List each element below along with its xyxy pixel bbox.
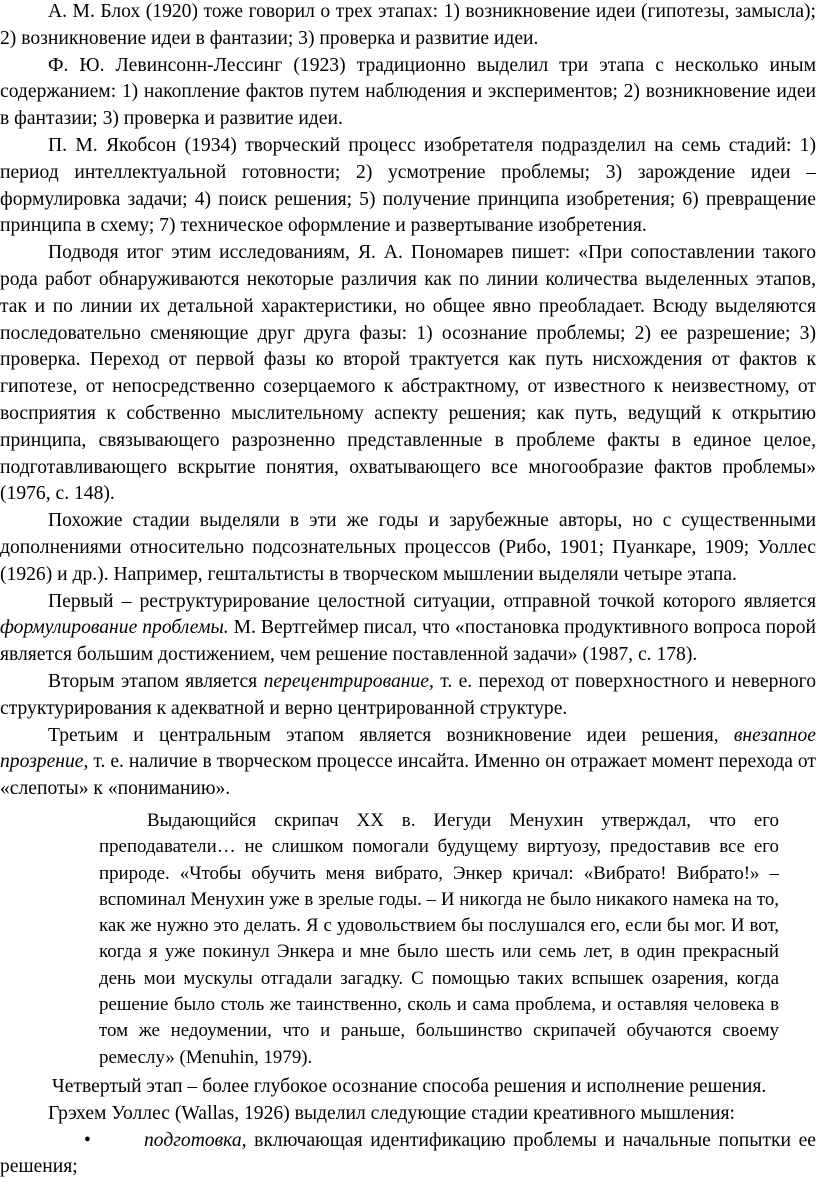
second-stage-text-b: т. е. переход от поверхностного и неверного структурирования к адекватной и верно центрированной структуре. xyxy=(0,670,816,719)
menuhin-quote-block xyxy=(99,808,779,1071)
third-stage-term: внезапное прозрение, xyxy=(0,724,816,773)
first-stage-text-b: М. Вертгеймер писал, что «постановка продуктивного вопроса порой является большим достижением, чем решение поставленной задачи» (1987, с. 178). xyxy=(0,617,816,666)
preparation-term: подготовка, xyxy=(144,1129,247,1151)
paragraph-ponomarev: Подводя итог этим исследованиям, Я. А. Пономарев пишет: «При сопоставлении такого рода работ обнаруживаются некоторые различия как по линии количества выделенных этапов, так и по линии их детальной характеристики, но общее явно преобладает. Всюду выделяются последовательно сменяющие друг друга фазы: 1) осознание проблемы; 2) ее разрешение; 3) проверка. Переход от первой фазы ко второй трактуется как путь нисхождения от фактов к гипотезе, от непосредственно созерцаемого к абстрактному, от известного к неизвестному, от восприятия к собственно мыслительному аспекту решения; как путь, ведущий к открытию принципа, связывающего разрозненно представленные в проблеме факты в единое целое, подготавливающего вскрытие понятия, охватывающего все многообразие фактов проблемы» (1976, с. 148). xyxy=(0,242,816,505)
paragraph-second-stage xyxy=(0,669,816,723)
third-stage-text-a: Третьим и центральным этапом является возникновение идеи решения, xyxy=(48,724,734,746)
paragraph-third-stage xyxy=(0,723,816,803)
list-item-preparation xyxy=(0,1128,816,1182)
quote-text: Выдающийся скрипач XX в. Иегуди Менухин утверждал, что его преподаватели… не слишком помогали будущему виртуозу, предоставив все его природе. «Чтобы обучить меня вибрато, Энкер кричал: «Вибрато! Вибрато!» – вспоминал Менухин уже в зрелые годы. – И никогда не было никакого намека на то, как же нужно это делать. Я с удовольствием бы послушался его, если бы мог. И вот, когда я уже покинул Энкера и мне было шесть или семь лет, в один прекрасный день мои мускулы отгадали загадку. С помощью таких вспышек озарения, когда решение было столь же таинственно, сколь и сама проблема, и оставляя человека в том же недоумении, что и раньше, большинство скрипачей обучаются своему ремеслу» (Menuhin, 1979). xyxy=(99,810,779,1068)
paragraph-levinson-lessing: Ф. Ю. Левинсонн-Лессинг (1923) традиционно выделил три этапа с несколько иным содержанием: 1) накопление фактов путем наблюдения и экспериментов; 2) возникновение идеи в фантазии; 3) проверка и развитие идеи. xyxy=(0,54,816,130)
paragraph-first-stage xyxy=(0,589,816,669)
paragraph-yakobson: П. М. Якобсон (1934) творческий процесс изобретателя подразделил на семь стадий: 1) период интеллектуальной готовности; 2) усмотрение проблемы; 3) зарождение идеи – формулировка задачи; 4) поиск решения; 5) получение принципа изобретения; 6) превращение принципа в схему; 7) техническое оформление и развертывание изобретения. xyxy=(0,134,816,237)
paragraph-foreign-authors: Похожие стадии выделяли в эти же годы и зарубежные авторы, но с существенными дополнениями относительно подсознательных процессов (Рибо, 1901; Пуанкаре, 1909; Уоллес (1926) и др.). Например, гештальтисты в творческом мышлении выделяли четыре этапа. xyxy=(0,510,816,585)
first-stage-text-a: Первый – реструктурирование целостной ситуации, отправной точкой которого является xyxy=(48,590,816,612)
after-quote-text xyxy=(0,1074,816,1181)
second-stage-term: перецентрирование, xyxy=(263,670,434,692)
paragraph-wallas: Грэхем Уоллес (Wallas, 1926) выделил следующие стадии креативного мышления: xyxy=(48,1102,735,1124)
third-stage-text-b: т. е. наличие в творческом процессе инсайта. Именно он отражает момент перехода от «слепоты» к «пониманию». xyxy=(0,751,816,800)
paragraph-blokh: А. М. Блох (1920) тоже говорил о трех этапах: 1) возникновение идеи (гипотезы, замысла); 2) возникновение идеи в фантазии; 3) проверка и развитие идеи. xyxy=(0,1,816,49)
second-stage-text-a: Вторым этапом является xyxy=(48,670,264,692)
paragraph-fourth-stage: Четвертый этап – более глубокое осознание способа решения и исполнение решения. xyxy=(52,1076,767,1097)
first-stage-term: формулирование проблемы. xyxy=(0,617,229,639)
preparation-text: включающая идентификацию проблемы и начальные попытки ее решения; xyxy=(0,1129,816,1178)
bullet-mark: • xyxy=(84,1129,91,1151)
